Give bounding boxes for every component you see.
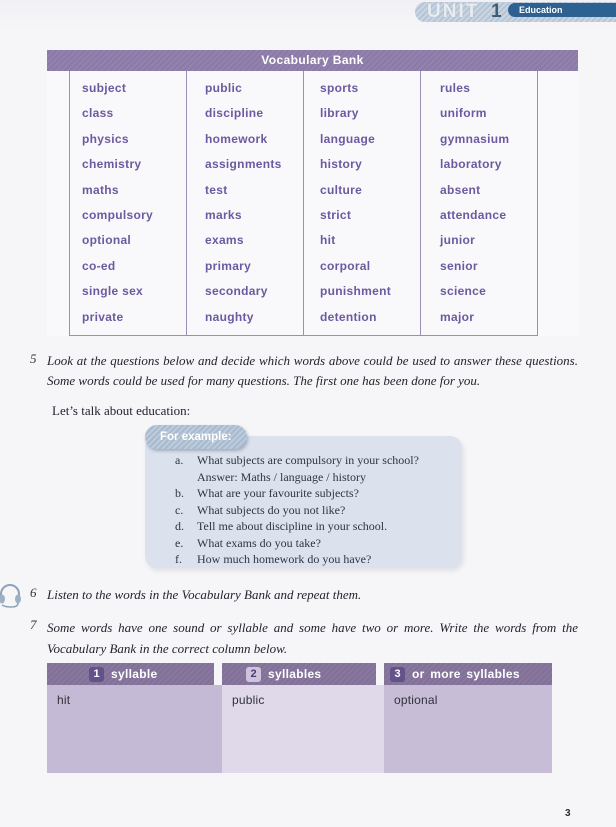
example-box-tab: For example:: [145, 425, 247, 449]
example-question: [175, 485, 450, 502]
vocab-word: test: [205, 182, 228, 197]
vocab-word: secondary: [205, 284, 268, 299]
vocab-word: compulsory: [82, 208, 154, 223]
syllable-table-header: [47, 663, 552, 685]
syllable-answer-cell: optional: [384, 685, 552, 773]
column-divider: [69, 71, 70, 335]
vocab-word: punishment: [320, 284, 391, 299]
question-text: What are your favourite subjects?: [197, 486, 359, 500]
unit-label: UNIT: [427, 1, 480, 22]
vocabulary-bank-body: [47, 71, 578, 336]
syllable-header-label: syllables: [268, 667, 322, 681]
syllable-answer-cell: public: [222, 685, 384, 773]
exercise-5-instructions: Look at the questions below and decide which words above could be used to answer these questions. Some words could be used for many questions. The first one has been done for you.: [47, 353, 578, 388]
column-divider: [537, 71, 538, 335]
vocab-word: homework: [205, 131, 268, 146]
question-text: What subjects do you not like?: [197, 502, 346, 517]
syllable-count-badge: 1: [89, 667, 104, 682]
question-letter: d.: [175, 519, 184, 533]
question-letter: f.: [175, 552, 182, 566]
vocab-column-1: [82, 76, 153, 330]
vocab-word: rules: [440, 81, 471, 95]
exercise-6-instructions: Listen to the words in the Vocabulary Bank and repeat them.: [47, 587, 362, 602]
vocab-word: maths: [82, 182, 119, 197]
vocab-word: absent: [440, 182, 481, 197]
page-number: 3: [565, 808, 571, 819]
headphones-icon: [0, 580, 24, 610]
example-question: [175, 518, 450, 535]
vocab-word: subject: [82, 81, 127, 95]
syllable-header-cell: [384, 663, 552, 685]
vocab-word: physics: [82, 131, 129, 146]
vocab-word: attendance: [440, 208, 507, 223]
question-letter: a.: [175, 453, 184, 467]
vocab-word: assignments: [205, 157, 282, 172]
table-bottom-border: [69, 335, 538, 336]
vocab-word: major: [440, 309, 475, 324]
lead-in-text: Let’s talk about education:: [52, 403, 191, 418]
vocabulary-bank-table: [47, 50, 578, 336]
example-question: [175, 551, 450, 568]
vocab-word: marks: [205, 208, 242, 223]
vocab-column-3: [320, 76, 391, 330]
vocab-word: corporal: [320, 258, 371, 273]
vocab-word: primary: [205, 258, 252, 273]
vocab-word: laboratory: [440, 157, 502, 172]
example-question: [175, 452, 450, 485]
exercise-7-instructions: Some words have one sound or syllable and some have two or more. Write the words from the Vocabulary Bank in the correct column below.: [47, 620, 578, 656]
vocab-word: culture: [320, 182, 363, 197]
vocab-word: history: [320, 157, 363, 172]
vocab-word: discipline: [205, 106, 264, 121]
vocab-word: junior: [440, 233, 476, 248]
vocab-word: public: [205, 81, 243, 95]
syllable-table: [47, 663, 552, 773]
vocab-word: class: [82, 106, 114, 121]
column-divider: [186, 71, 187, 335]
example-question-list: [175, 452, 450, 568]
vocab-word: library: [320, 106, 359, 121]
question-answer: Answer: Maths / language / history: [197, 469, 366, 484]
vocab-word: strict: [320, 208, 352, 223]
vocab-word: chemistry: [82, 157, 142, 172]
vocab-word: detention: [320, 309, 377, 324]
vocabulary-bank-title: Vocabulary Bank: [47, 50, 578, 71]
vocab-word: optional: [82, 233, 132, 248]
exercise-7-number: 7: [30, 617, 37, 632]
vocab-column-2: [205, 76, 282, 330]
vocab-word: uniform: [440, 106, 487, 121]
vocab-word: single sex: [82, 284, 144, 299]
question-letter: e.: [175, 535, 184, 550]
syllable-answer-cell: hit: [47, 685, 222, 773]
exercise-6-number: 6: [30, 585, 37, 600]
question-text: How much homework do you have?: [197, 552, 372, 566]
column-divider: [303, 71, 304, 335]
vocab-word: exams: [205, 233, 244, 248]
vocab-word: hit: [320, 233, 336, 248]
question-text: What subjects are compulsory in your school? Answer: Maths / language / history: [197, 452, 450, 485]
question-letter: c.: [175, 502, 184, 517]
vocab-word: co-ed: [82, 258, 116, 273]
column-divider: [420, 71, 421, 335]
example-question: [175, 535, 450, 552]
syllable-header-label: syllable: [111, 667, 158, 681]
vocab-word: senior: [440, 258, 478, 273]
vocab-word: naughty: [205, 309, 254, 324]
vocab-word: science: [440, 284, 487, 299]
subject-tab: Education: [508, 3, 616, 17]
syllable-header-label: or more syllables: [412, 667, 520, 681]
vocab-column-4: [440, 76, 509, 330]
question-text: What exams do you take?: [197, 535, 321, 550]
example-question: [175, 502, 450, 519]
question-letter: b.: [175, 486, 184, 500]
vocab-word: language: [320, 131, 376, 146]
question-text: Tell me about discipline in your school.: [197, 519, 388, 533]
syllable-table-body: [47, 685, 552, 773]
exercise-5-number: 5: [30, 351, 37, 366]
syllable-count-badge: 3: [390, 667, 405, 682]
vocab-word: private: [82, 309, 124, 324]
vocab-word: gymnasium: [440, 131, 510, 146]
syllable-count-badge: 2: [246, 667, 261, 682]
unit-number: 1: [491, 1, 502, 22]
vocab-word: sports: [320, 81, 359, 95]
syllable-header-cell: [47, 663, 214, 685]
syllable-header-cell: [222, 663, 376, 685]
